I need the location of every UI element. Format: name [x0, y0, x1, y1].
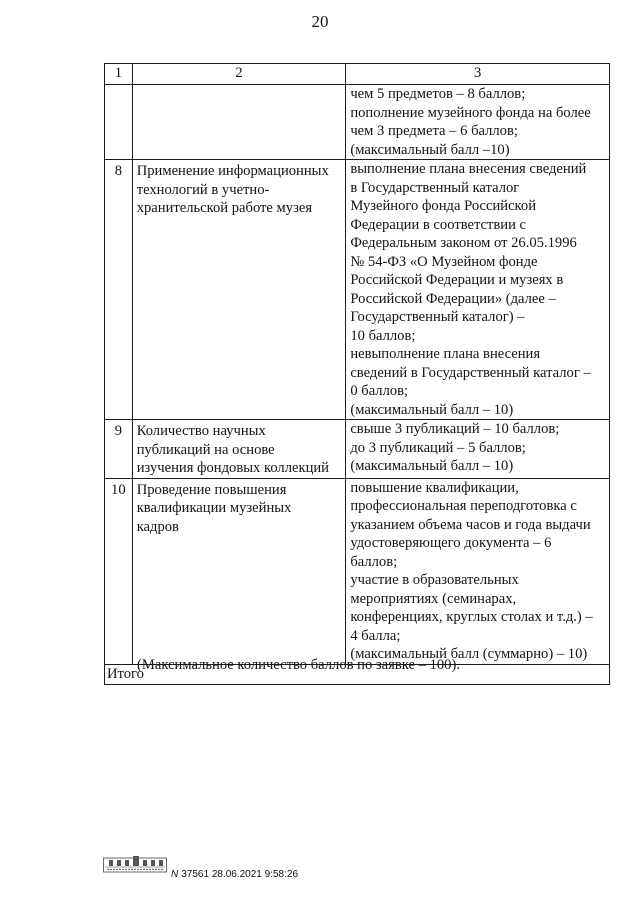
scale-line: пополнение музейного фонда на более: [350, 104, 591, 121]
scale-cell: [346, 85, 610, 160]
scale-line: баллов;: [350, 553, 398, 570]
header-cell-3: 3: [346, 64, 610, 85]
table-row: [105, 420, 610, 479]
building-stamp-icon: [103, 855, 167, 873]
table-row: [105, 478, 610, 664]
criterion-cell: [132, 478, 346, 664]
scale-line: сведений в Государственный каталог –: [350, 364, 591, 381]
scale-line: Федеральным законом от 26.05.1996: [350, 235, 577, 251]
scale-line: в Государственный каталог: [350, 179, 520, 196]
criterion-line: Количество научных: [136, 423, 266, 439]
scale-line: свыше 3 публикаций – 10 баллов;: [350, 421, 560, 437]
scale-line: Государственный каталог) –: [350, 309, 525, 325]
scale-line: (максимальный балл – 10): [350, 401, 514, 418]
scale-line: конференциях, круглых столах и т.д.) –: [350, 609, 593, 625]
table-row-continuation: [105, 85, 610, 160]
table-row: [105, 160, 610, 420]
row-num-cell: [105, 85, 133, 160]
max-score-note: (Максимальное количество баллов по заявке – 100).: [137, 657, 460, 673]
header-cell-1: 1: [105, 64, 133, 85]
criterion-line: изучения фондовых коллекций: [136, 460, 329, 476]
scale-line: удостоверяющего документа – 6: [350, 535, 552, 551]
scale-line: мероприятиях (семинарах,: [350, 590, 517, 607]
row-num-cell: 8: [105, 160, 133, 420]
registration-text: 37561 28.06.2021 9:58:26: [181, 869, 299, 880]
criterion-line: хранительской работе музея: [136, 200, 313, 216]
scale-line: (максимальный балл –10): [350, 141, 510, 158]
table-header-row: [105, 64, 610, 85]
scale-line: чем 5 предметов – 8 баллов;: [350, 86, 526, 102]
criterion-line: технологий в учетно-: [136, 181, 270, 198]
scale-line: чем 3 предмета – 6 баллов;: [350, 123, 518, 139]
scale-line: профессиональная переподготовка с: [350, 498, 577, 514]
scale-line: Российской Федерации и музеях в: [350, 272, 564, 288]
row-num-cell: 10: [105, 478, 133, 664]
header-cell-2: 2: [132, 64, 346, 85]
scale-line: (максимальный балл (суммарно) – 10): [350, 646, 588, 662]
scale-line: участие в образовательных: [350, 572, 519, 588]
criterion-cell: [132, 85, 346, 160]
criterion-cell: [132, 420, 346, 479]
registration-number-sign: N: [171, 869, 179, 880]
criterion-cell: [132, 160, 346, 420]
row-num-cell: 9: [105, 420, 133, 479]
criterion-line: кадров: [136, 518, 179, 535]
scale-line: невыполнение плана внесения: [350, 346, 541, 362]
scale-line: 4 балла;: [350, 627, 401, 644]
scale-line: 0 баллов;: [350, 383, 409, 399]
criterion-line: Проведение повышения: [136, 481, 287, 498]
scale-line: № 54-ФЗ «О Музейном фонде: [350, 253, 538, 270]
total-label: Итого: [105, 664, 610, 684]
scale-cell: [346, 478, 610, 664]
scale-line: указанием объема часов и года выдачи: [350, 516, 591, 533]
criteria-table: [104, 63, 610, 685]
page-number: 20: [311, 12, 329, 31]
registration-mark: [171, 869, 298, 880]
scale-line: Федерации в соответствии с: [350, 216, 527, 233]
criterion-line: публикаций на основе: [136, 441, 275, 458]
scale-line: (максимальный балл – 10): [350, 458, 514, 474]
scale-line: 10 баллов;: [350, 327, 416, 344]
scale-line: до 3 публикаций – 5 баллов;: [350, 439, 526, 456]
scale-line: повышение квалификации,: [350, 479, 519, 496]
scale-line: выполнение плана внесения сведений: [350, 161, 587, 177]
scale-line: Российской Федерации» (далее –: [350, 290, 556, 307]
scale-cell: [346, 160, 610, 420]
criterion-line: квалификации музейных: [136, 500, 292, 516]
criterion-line: Применение информационных: [136, 163, 329, 179]
scale-line: Музейного фонда Российской: [350, 198, 536, 214]
scale-cell: [346, 420, 610, 479]
